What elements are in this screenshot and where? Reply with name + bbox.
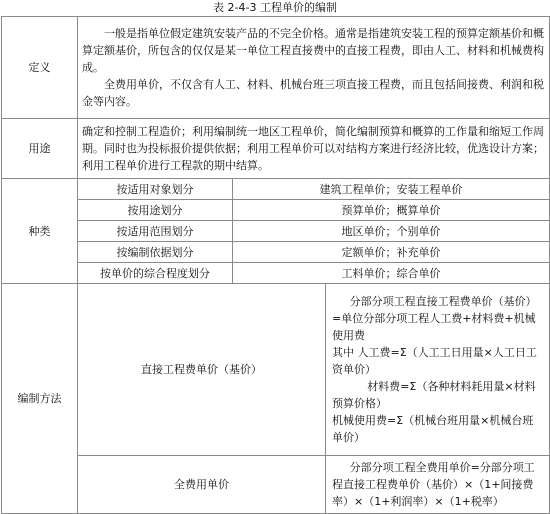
direct-price-formula <box>326 284 550 456</box>
type-basis: 按用途划分 <box>78 200 233 221</box>
type-basis: 按单价的综合程度划分 <box>78 263 233 284</box>
types-row <box>2 200 550 221</box>
table-caption: 表 2-4-3 工程单价的编制 <box>213 1 337 14</box>
type-result: 定额单价；补充单价 <box>233 242 550 263</box>
usage-row <box>2 119 550 179</box>
definition-paragraph: 一般是指单位假定建筑安装产品的不完全价格。通常是指建筑安装工程的预算定额基价和概算定额基价，所包含的仅仅是某一单位工程直接费中的直接工程费，即由人工、材料和机械费构成。 <box>82 27 544 74</box>
usage-content: 确定和控制工程造价；利用编制统一地区工程单价，简化编制预算和概算的工作量和缩短工作周期。同时也为投标报价提供依据；利用工程单价可以对结构方案进行经济比较，优选设计方案；利用工程单价进行工程款的期中结算。 <box>78 119 550 179</box>
formula-line: 其中 人工费=Σ（人工工日用量×人工日工资单价） <box>332 346 537 376</box>
full-price-name: 全费用单价 <box>78 456 326 514</box>
type-basis: 按适用范围划分 <box>78 221 233 242</box>
definition-content <box>78 17 550 119</box>
types-row <box>2 242 550 263</box>
formula-line: 分部分项工程直接工程费单价（基价）=单位分部分项工程人工费+材料费+机械使用费 <box>332 295 537 342</box>
type-result: 工料单价；综合单价 <box>233 263 550 284</box>
definition-paragraph: 全费用单价，不仅含有人工、材料、机械台班三项直接工程费，而且包括间接费、利润和税金等内容。 <box>82 78 544 108</box>
types-row <box>2 221 550 242</box>
type-result: 预算单价；概算单价 <box>233 200 550 221</box>
definition-row <box>2 17 550 119</box>
method-label: 编制方法 <box>2 284 78 514</box>
formula-line: 机械使用费=Σ（机械台班用量×机械台班单价） <box>332 414 534 444</box>
type-result: 地区单价；个别单价 <box>233 221 550 242</box>
types-label: 种类 <box>2 179 78 284</box>
types-row <box>2 263 550 284</box>
type-result: 建筑工程单价；安装工程单价 <box>233 179 550 200</box>
method-direct-row <box>2 284 550 456</box>
formula-line: 分部分项工程全费用单价=分部分项工程直接工程费单价（基价）×（1+间接费率）×（1+利润率）×（1+税率） <box>332 461 535 508</box>
full-price-formula <box>326 456 550 514</box>
formula-line: 材料费=Σ（各种材料耗用量×材料预算价格） <box>332 380 536 410</box>
unit-price-table <box>1 16 550 514</box>
direct-price-name: 直接工程费单价（基价） <box>78 284 326 456</box>
type-basis: 按编制依据划分 <box>78 242 233 263</box>
types-row <box>2 179 550 200</box>
method-full-row <box>2 456 550 514</box>
type-basis: 按适用对象划分 <box>78 179 233 200</box>
definition-label: 定义 <box>2 17 78 119</box>
usage-label: 用途 <box>2 119 78 179</box>
